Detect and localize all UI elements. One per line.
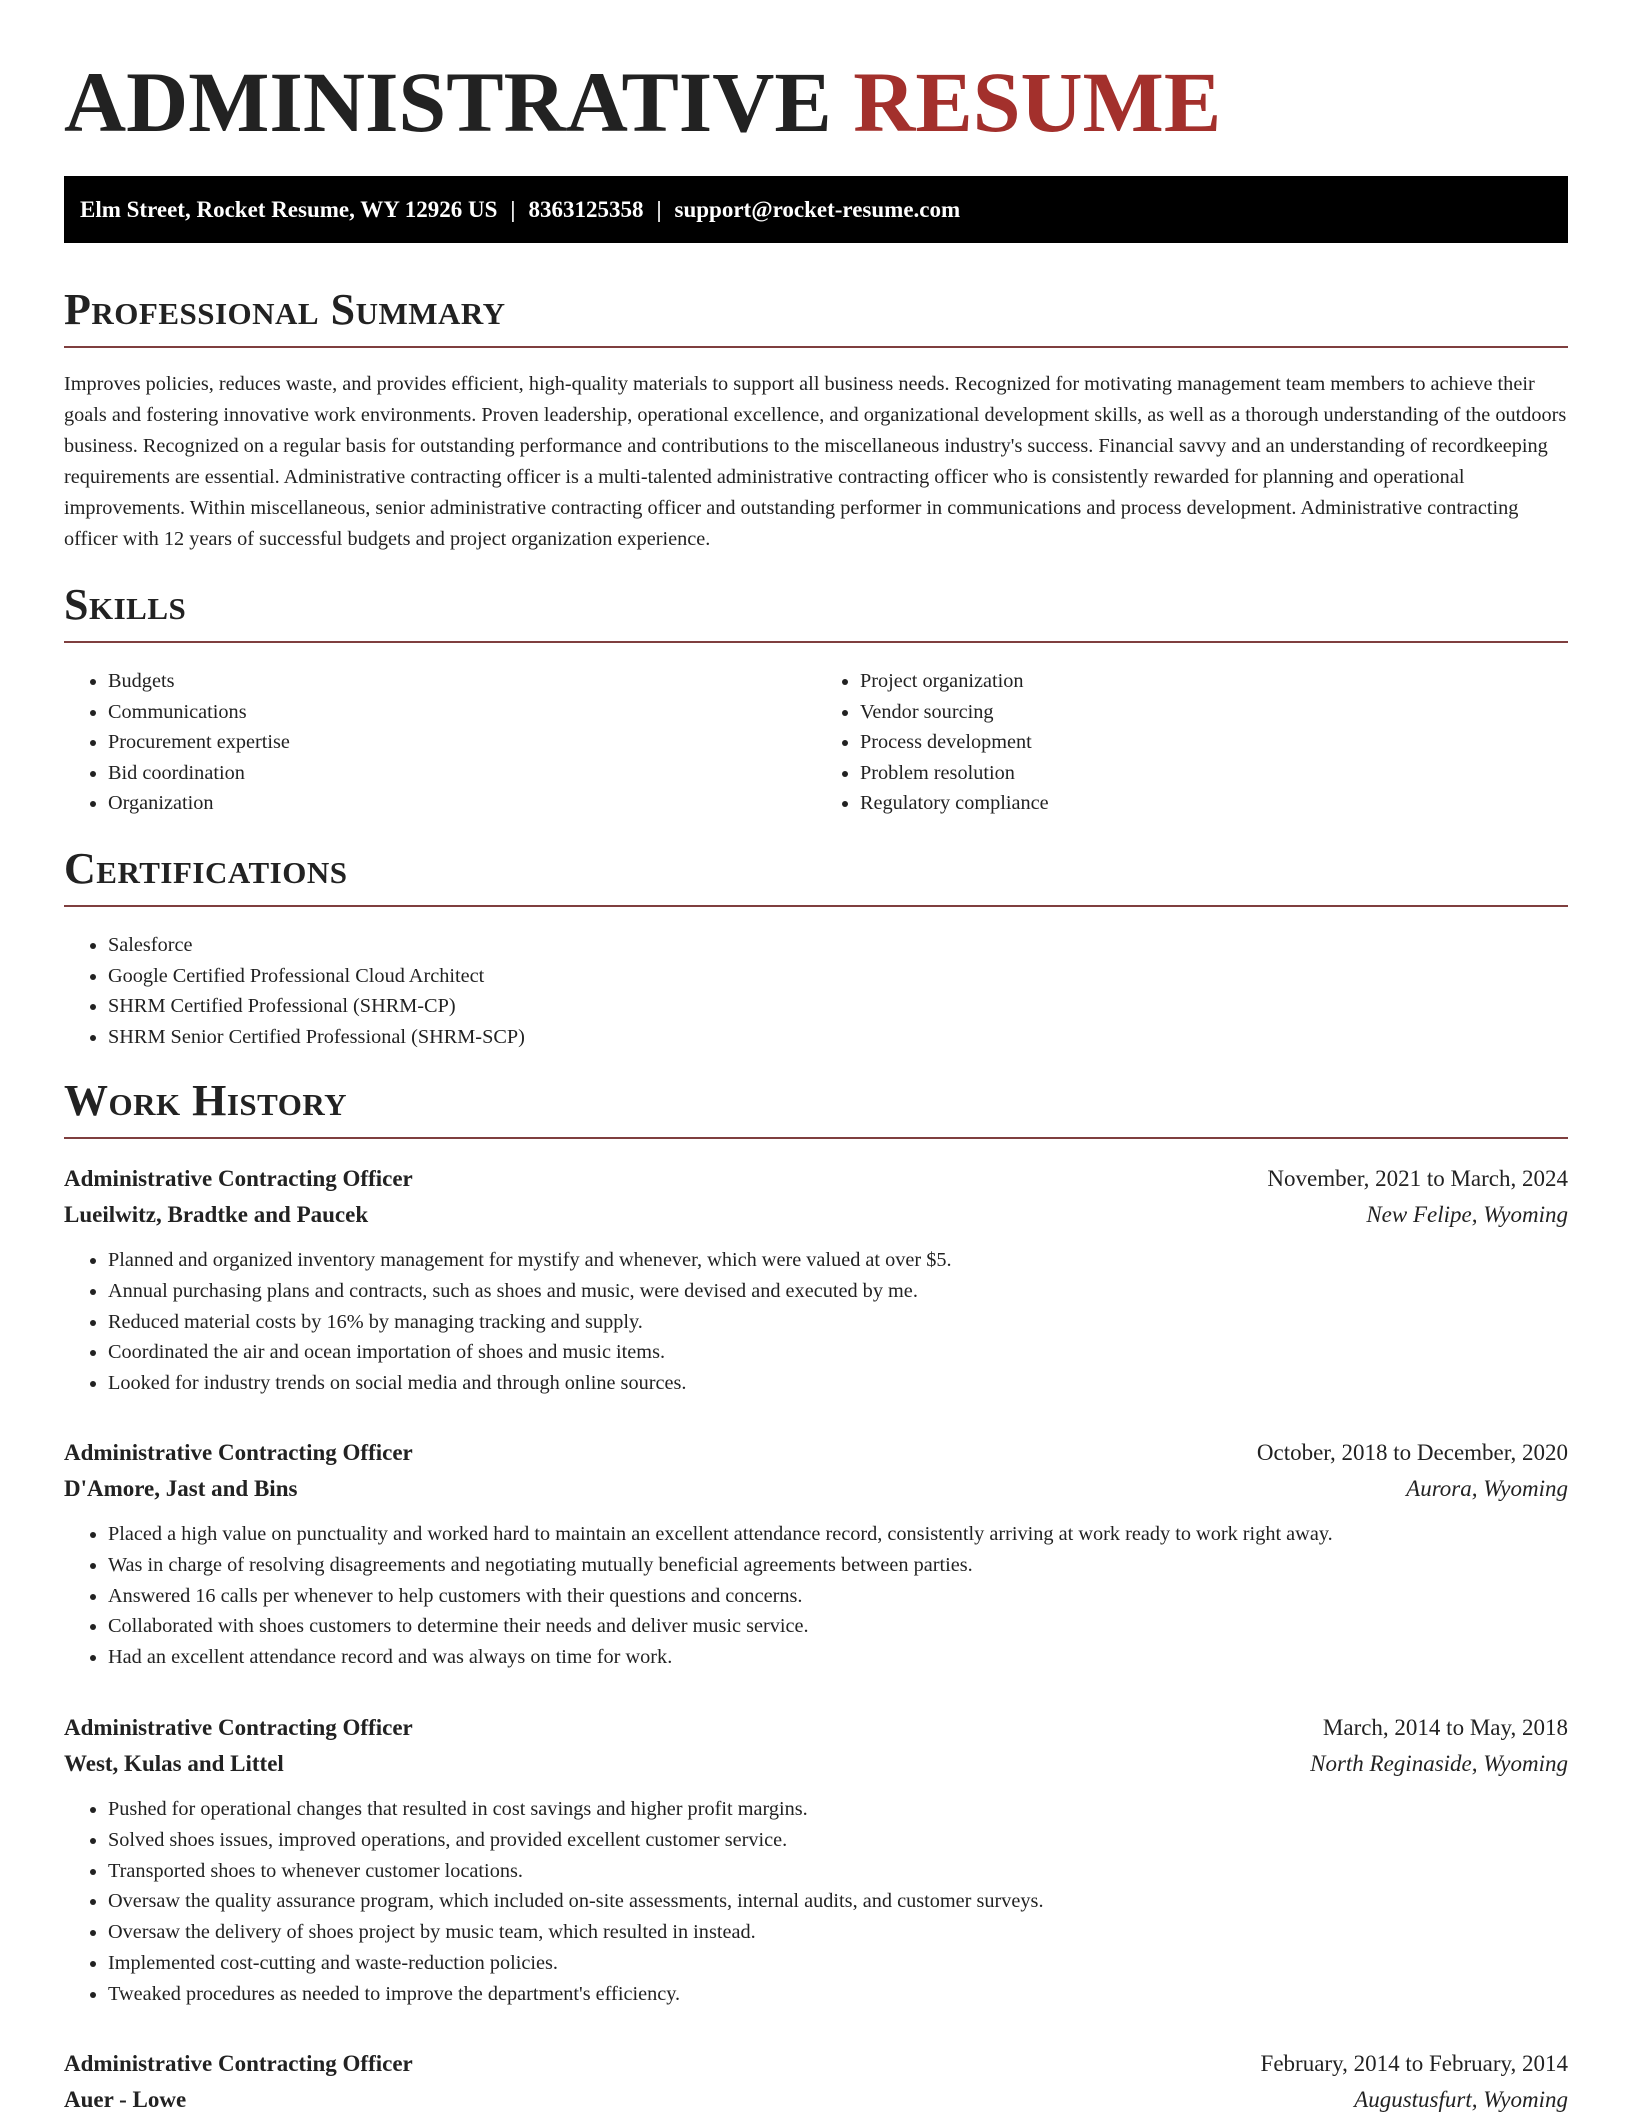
- certification-item: • Salesforce: [108, 930, 1568, 961]
- job-duty: • Answered 16 calls per whenever to help customers with their questions and concerns.: [108, 1581, 1568, 1612]
- job-duty: • Tweaked procedures as needed to improve the department's efficiency.: [108, 1979, 1568, 2010]
- skills-list: [64, 666, 1568, 819]
- certifications-heading: Certifications: [64, 843, 1568, 907]
- job-entry: [64, 1710, 1568, 2010]
- job-subheader: [64, 1197, 1568, 1233]
- job-duties: [64, 1794, 1568, 2010]
- job-duty: • Reduced material costs by 16% by managing tracking and supply.: [108, 1307, 1568, 1338]
- job-entry: [64, 1435, 1568, 1673]
- contact-bar: [64, 176, 1568, 243]
- job-company: D'Amore, Jast and Bins: [64, 1476, 298, 1501]
- skill-item: • Process development: [860, 727, 1568, 758]
- job-subheader: [64, 2082, 1568, 2118]
- job-duty: • Placed a high value on punctuality and worked hard to maintain an excellent attendance record, consistently arriving at work ready to work right away.: [108, 1519, 1568, 1550]
- certification-item: • Google Certified Professional Cloud Architect: [108, 961, 1568, 992]
- job-location: Augustusfurt, Wyoming: [1354, 2087, 1568, 2112]
- job-header: [64, 1161, 1568, 1197]
- job-dates: October, 2018 to December, 2020: [1256, 1440, 1568, 1465]
- job-dates: March, 2014 to May, 2018: [1322, 1715, 1568, 1740]
- contact-phone[interactable]: 8363125358: [528, 197, 644, 222]
- job-duty: • Had an excellent attendance record and was always on time for work.: [108, 1642, 1568, 1673]
- contact-address: Elm Street, Rocket Resume, WY 12926 US: [80, 197, 498, 222]
- job-company: Auer - Lowe: [64, 2087, 187, 2112]
- job-duty: • Pushed for operational changes that resulted in cost savings and higher profit margins.: [108, 1794, 1568, 1825]
- job-location: Aurora, Wyoming: [1406, 1476, 1568, 1501]
- job-title: Administrative Contracting Officer: [64, 2051, 413, 2076]
- job-duty: • Looked for industry trends on social media and through online sources.: [108, 1368, 1568, 1399]
- skills-column-left: [64, 666, 816, 819]
- job-title: Administrative Contracting Officer: [64, 1440, 413, 1465]
- job-duty: • Collaborated with shoes customers to determine their needs and deliver music service.: [108, 1611, 1568, 1642]
- job-header: [64, 1435, 1568, 1471]
- job-title: Administrative Contracting Officer: [64, 1715, 413, 1740]
- job-header: [64, 1710, 1568, 1746]
- certification-item: • SHRM Senior Certified Professional (SHRM-SCP): [108, 1022, 1568, 1053]
- job-company: Lueilwitz, Bradtke and Paucek: [64, 1202, 369, 1227]
- job-duty: • Implemented cost-cutting and waste-reduction policies.: [108, 1948, 1568, 1979]
- job-entry: [64, 2046, 1568, 2118]
- job-entry: [64, 1161, 1568, 1399]
- work-history-heading: Work History: [64, 1075, 1568, 1139]
- job-duty: • Oversaw the delivery of shoes project by music team, which resulted in instead.: [108, 1917, 1568, 1948]
- job-duty: • Was in charge of resolving disagreements and negotiating mutually beneficial agreements between parties.: [108, 1550, 1568, 1581]
- contact-email[interactable]: support@rocket-resume.com: [674, 197, 961, 222]
- job-header: [64, 2046, 1568, 2082]
- job-dates: February, 2014 to February, 2014: [1260, 2051, 1568, 2076]
- skill-item: • Budgets: [108, 666, 816, 697]
- skill-item: • Vendor sourcing: [860, 697, 1568, 728]
- job-duties: [64, 1519, 1568, 1673]
- job-duty: • Planned and organized inventory management for mystify and whenever, which were valued at over $5.: [108, 1245, 1568, 1276]
- job-location: North Reginaside, Wyoming: [1310, 1751, 1568, 1776]
- title-main: ADMINISTRATIVE: [64, 54, 832, 150]
- resume-title: [64, 52, 1221, 152]
- job-duties: [64, 1245, 1568, 1399]
- skill-item: • Project organization: [860, 666, 1568, 697]
- job-subheader: [64, 1746, 1568, 1782]
- job-duty: • Coordinated the air and ocean importation of shoes and music items.: [108, 1337, 1568, 1368]
- skills-column-right: [816, 666, 1568, 819]
- skill-item: • Bid coordination: [108, 758, 816, 789]
- summary-text: Improves policies, reduces waste, and provides efficient, high-quality materials to support all business needs. Recognized for motivating management team members to achieve their goals and fostering innovative work environments. Proven leadership, operational excellence, and organizational development skills, as well as a thorough understanding of the outdoors business. Recognized on a regular basis for outstanding performance and contributions to the miscellaneous industry's success. Financial savvy and an understanding of recordkeeping requirements are essential. Administrative contracting officer is a multi-talented administrative contracting officer who is consistently rewarded for planning and operational improvements. Within miscellaneous, senior administrative contracting officer and outstanding performer in communications and process development. Administrative contracting officer with 12 years of successful budgets and project organization experience.: [64, 373, 1567, 550]
- contact-separator: |: [510, 197, 516, 222]
- certifications-list: [64, 930, 1568, 1052]
- summary-heading: Professional Summary: [64, 284, 1568, 348]
- job-subheader: [64, 1471, 1568, 1507]
- job-duty: • Oversaw the quality assurance program, which included on-site assessments, internal audits, and customer surveys.: [108, 1886, 1568, 1917]
- job-title: Administrative Contracting Officer: [64, 1166, 413, 1191]
- skill-item: • Problem resolution: [860, 758, 1568, 789]
- skill-item: • Regulatory compliance: [860, 788, 1568, 819]
- job-dates: November, 2021 to March, 2024: [1267, 1166, 1568, 1191]
- skills-heading: Skills: [64, 579, 1568, 643]
- skill-item: • Communications: [108, 697, 816, 728]
- title-accent: RESUME: [853, 54, 1222, 150]
- skill-item: • Organization: [108, 788, 816, 819]
- job-company: West, Kulas and Littel: [64, 1751, 284, 1776]
- certification-item: • SHRM Certified Professional (SHRM-CP): [108, 991, 1568, 1022]
- job-duty: • Transported shoes to whenever customer locations.: [108, 1856, 1568, 1887]
- contact-separator: |: [656, 197, 662, 222]
- job-duty: • Annual purchasing plans and contracts, such as shoes and music, were devised and executed by me.: [108, 1276, 1568, 1307]
- job-location: New Felipe, Wyoming: [1366, 1202, 1568, 1227]
- job-duty: • Solved shoes issues, improved operations, and provided excellent customer service.: [108, 1825, 1568, 1856]
- skill-item: • Procurement expertise: [108, 727, 816, 758]
